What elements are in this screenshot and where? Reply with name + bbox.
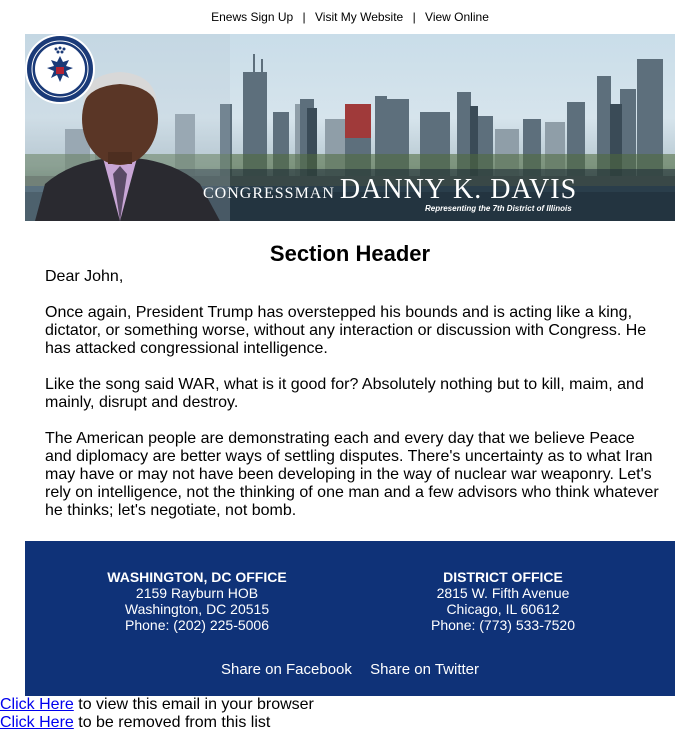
greeting: Dear John, xyxy=(45,268,124,285)
dc-office-title: WASHINGTON, DC OFFICE xyxy=(107,569,287,585)
district-office xyxy=(353,569,653,633)
nav-separator: | xyxy=(412,10,416,24)
visit-website-link[interactable]: Visit My Website xyxy=(314,10,404,24)
district-office-phone: Phone: (773) 533-7520 xyxy=(431,617,575,633)
dc-office-phone: Phone: (202) 225-5006 xyxy=(125,617,269,633)
body-paragraph-2: Like the song said WAR, what is it good for? Absolutely nothing but to kill, maim, and mainly, disrupt and destroy. xyxy=(45,376,644,411)
banner-title xyxy=(203,174,577,206)
top-nav xyxy=(0,0,700,34)
enews-signup-link[interactable]: Enews Sign Up xyxy=(211,10,294,24)
unsubscribe-text: to be removed from this list xyxy=(73,714,271,731)
share-links xyxy=(25,661,675,678)
dc-office xyxy=(47,569,347,633)
district-office-address-2: Chicago, IL 60612 xyxy=(446,601,560,617)
banner-name: DANNY K. DAVIS xyxy=(339,174,578,205)
dc-office-address-1: 2159 Rayburn HOB xyxy=(135,585,259,601)
body-paragraph-1: Once again, President Trump has overstepped his bounds and is acting like a king, dictator, or something worse, without any interaction or discussion with Congress. He has attacked congressional intelligence. xyxy=(45,304,647,357)
unsubscribe-line xyxy=(0,714,314,732)
email-body xyxy=(45,268,660,538)
nav-separator: | xyxy=(302,10,306,24)
district-office-address-1: 2815 W. Fifth Avenue xyxy=(436,585,570,601)
bottom-links xyxy=(0,696,314,732)
footer xyxy=(25,541,675,696)
view-online-link[interactable]: View Online xyxy=(425,10,489,24)
district-office-title: DISTRICT OFFICE xyxy=(443,569,563,585)
congressional-seal-icon xyxy=(25,34,95,104)
banner-subtitle: Representing the 7th District of Illinois xyxy=(425,204,572,213)
share-facebook-link[interactable]: Share on Facebook xyxy=(220,661,352,678)
view-in-browser-link[interactable]: Click Here xyxy=(0,696,74,713)
header-banner xyxy=(25,34,675,221)
banner-prefix: CONGRESSMAN xyxy=(203,185,335,202)
view-in-browser-line xyxy=(0,696,314,714)
section-header: Section Header xyxy=(269,241,431,266)
dc-office-address-2: Washington, DC 20515 xyxy=(124,601,270,617)
view-in-browser-text: to view this email in your browser xyxy=(73,696,314,713)
unsubscribe-link[interactable]: Click Here xyxy=(0,714,74,731)
share-twitter-link[interactable]: Share on Twitter xyxy=(370,661,480,678)
body-paragraph-3: The American people are demonstrating each and every day that we believe Peace and diplomacy are better ways of settling disputes. There's uncertainty as to what Iran may have or may not have been developing in the way of nuclear war weaponry. Let's rely on intelligence, not the thinking of one man and a few advisors who think whatever he thinks; let's negotiate, not bomb. xyxy=(45,430,659,519)
